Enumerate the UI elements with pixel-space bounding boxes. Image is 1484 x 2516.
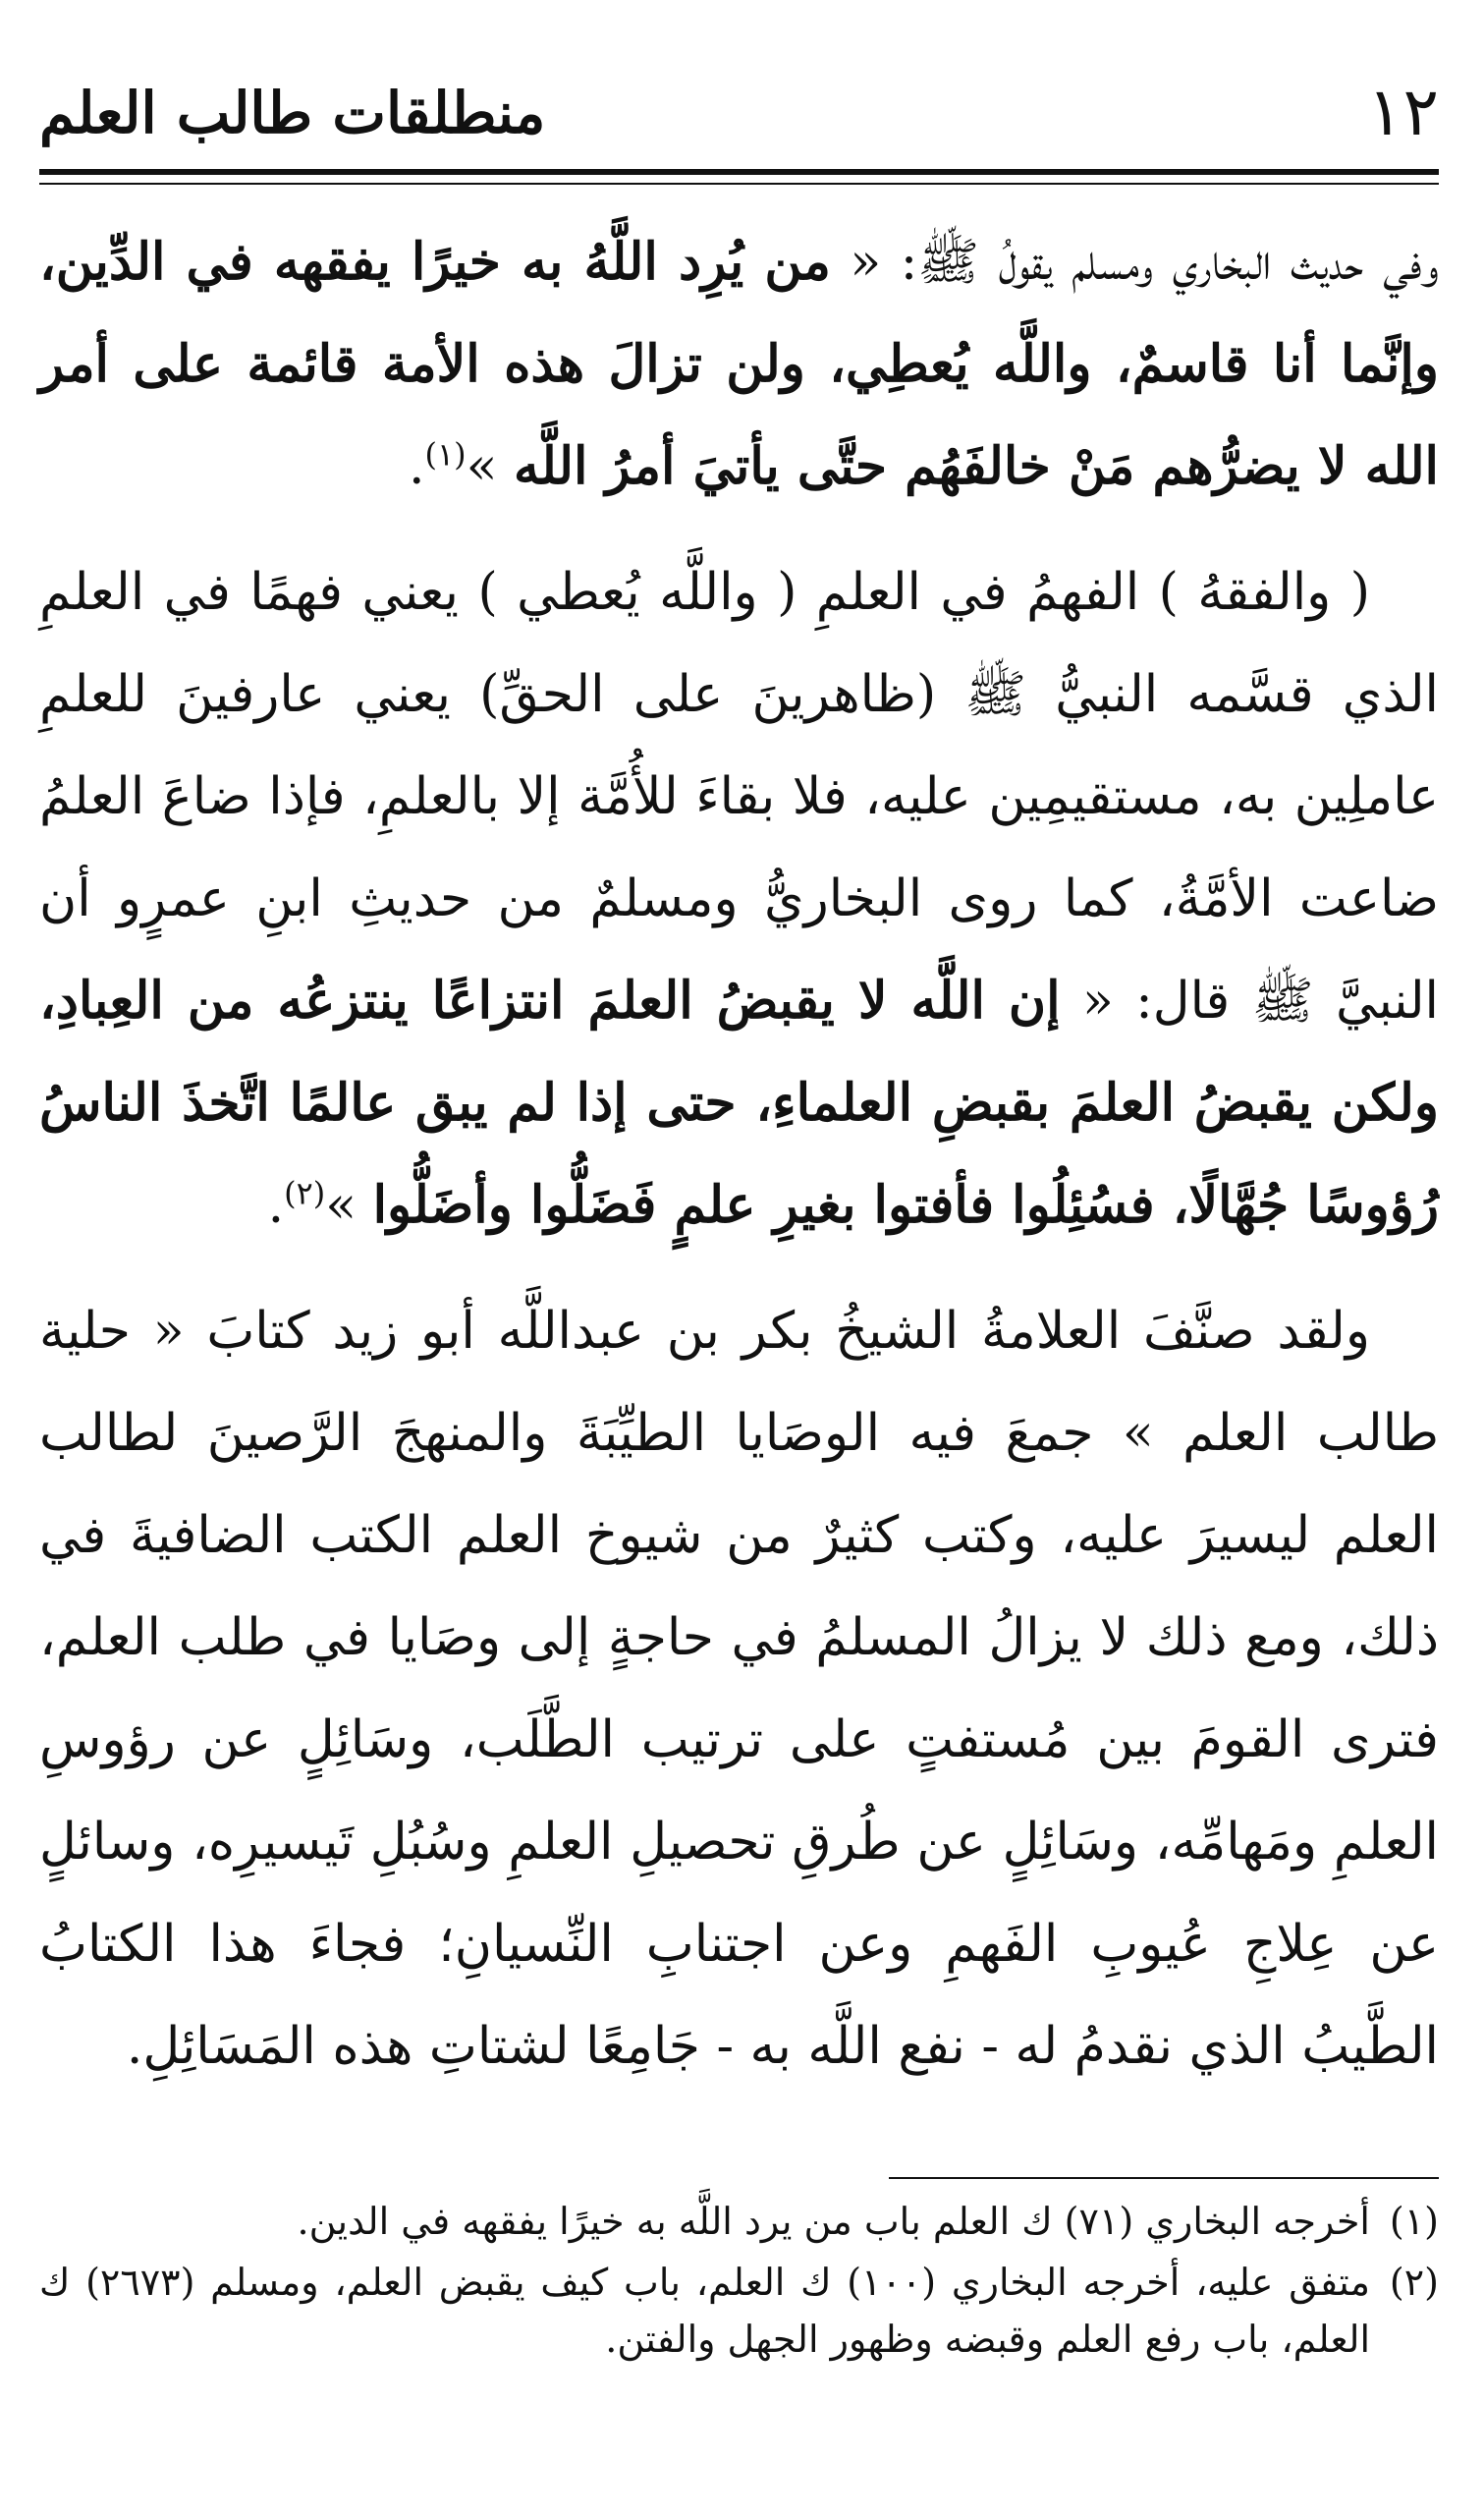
page-number: ١٢ <box>1366 74 1439 151</box>
main-text <box>39 211 1439 2097</box>
header-rule-thin <box>39 183 1439 185</box>
paragraph-1-intro: وفي حديث البخاري ومسلم يقولُ ﷺ: « <box>830 233 1440 292</box>
paragraph-3: ولقد صنَّفَ العلامةُ الشيخُ بكر بن عبداللَّه أبو زيد كتابَ « حلية طالب العلم » جمعَ فيه الوصَايا الطيِّبَةَ والمنهجَ الرَّصينَ لطالب العلم ليسيرَ عليه، وكتب كثيرٌ من شيوخ العلم الكتب الضافيةَ في ذلك، ومع ذلك لا يزالُ المسلمُ في حاجةٍ إلى وصَايا في طلب العلم، فترى القومَ بين مُستفتٍ على ترتيب الطَّلَب، وسَائِلٍ عن رؤوسِ العلمِ ومَهامِّه، وسَائِلٍ عن طُرقِ تحصيلِ العلمِ وسُبُلِ تَيسيرِه، وسائلٍ عن عِلاجِ عُيوبِ الفَهمِ وعن اجتنابِ النِّسيانِ؛ فجاءَ هذا الكتابُ الطَّيبُ الذي نقدمُ له - نفع اللَّه به - جَامِعًا لشتاتِ هذه المَسَائِلِ. <box>39 1302 1439 2076</box>
footnotes <box>39 2193 1439 2372</box>
paragraph-2 <box>39 541 1439 1257</box>
footnote-text: متفق عليه، أخرجه البخاري (١٠٠) ك العلم، باب كيف يقبض العلم، ومسلم (٢٦٧٣) ك العلم، باب رفع العلم وقبضه وظهور الجهل والفتن. <box>39 2261 1370 2361</box>
footnote-2 <box>39 2254 1439 2368</box>
footnote-ref-1: (١) <box>424 435 467 474</box>
footnote-separator <box>889 2177 1439 2179</box>
hadith-quote-2: إن اللَّه لا يقبضُ العلمَ انتزاعًا ينتزعُه من العِبادِ، ولكن يقبضُ العلمَ بقبضِ العلماءِ، حتى إذا لم يبق عالمًا اتَّخذَ الناسُ رُؤوسًا جُهَّالًا، فسُئِلُوا فأفتوا بغيرِ علمٍ فَضَلُّوا وأضَلُّوا <box>39 971 1439 1235</box>
header-rule-thick <box>39 169 1439 175</box>
footnote-1 <box>39 2193 1439 2250</box>
running-header <box>39 69 1439 157</box>
paragraph-1 <box>39 211 1439 518</box>
book-title: منطلقات طالب العلم <box>39 80 546 146</box>
quote-close-2: » <box>325 1176 373 1235</box>
hadith-quote-1: من يُرِد اللَّهُ به خيرًا يفقهه في الدِّين، وإنَّما أنا قاسمٌ، واللَّه يُعطِي، ولن تزالَ هذه الأمة قائمة على أمر الله لا يضرُّهم مَنْ خالفَهُم حتَّى يأتيَ أمرُ اللَّه <box>39 232 1439 496</box>
paragraph-2-end: . <box>267 1176 285 1235</box>
paragraph-1-end: . <box>408 437 425 496</box>
footnote-mark: (٢) <box>1389 2261 1439 2304</box>
footnote-text: أخرجه البخاري (٧١) ك العلم باب من يرد اللَّه به خيرًا يفقهه في الدين. <box>297 2200 1370 2243</box>
book-page <box>39 0 1439 2516</box>
quote-close-1: » <box>466 437 514 496</box>
footnote-ref-2: (٢) <box>284 1174 326 1212</box>
paragraph-2-text: ( والفقهُ ) الفهمُ في العلمِ ( واللَّه يُعطي ) يعني فهمًا في العلمِ الذي قسَّمه النبيُّ ﷺ (ظاهرينَ على الحقِّ) يعني عارفينَ للعلمِ عاملِين به، مستقيمِين عليه، فلا بقاءَ للأُمَّة إلا بالعلمِ، فإذا ضاعَ العلمُ ضاعت الأمَّةُ، كما روى البخاريُّ ومسلمٌ من حديثِ ابنِ عمرٍو أن النبيَّ ﷺ قال: « <box>39 563 1440 1031</box>
footnote-mark: (١) <box>1389 2200 1439 2243</box>
